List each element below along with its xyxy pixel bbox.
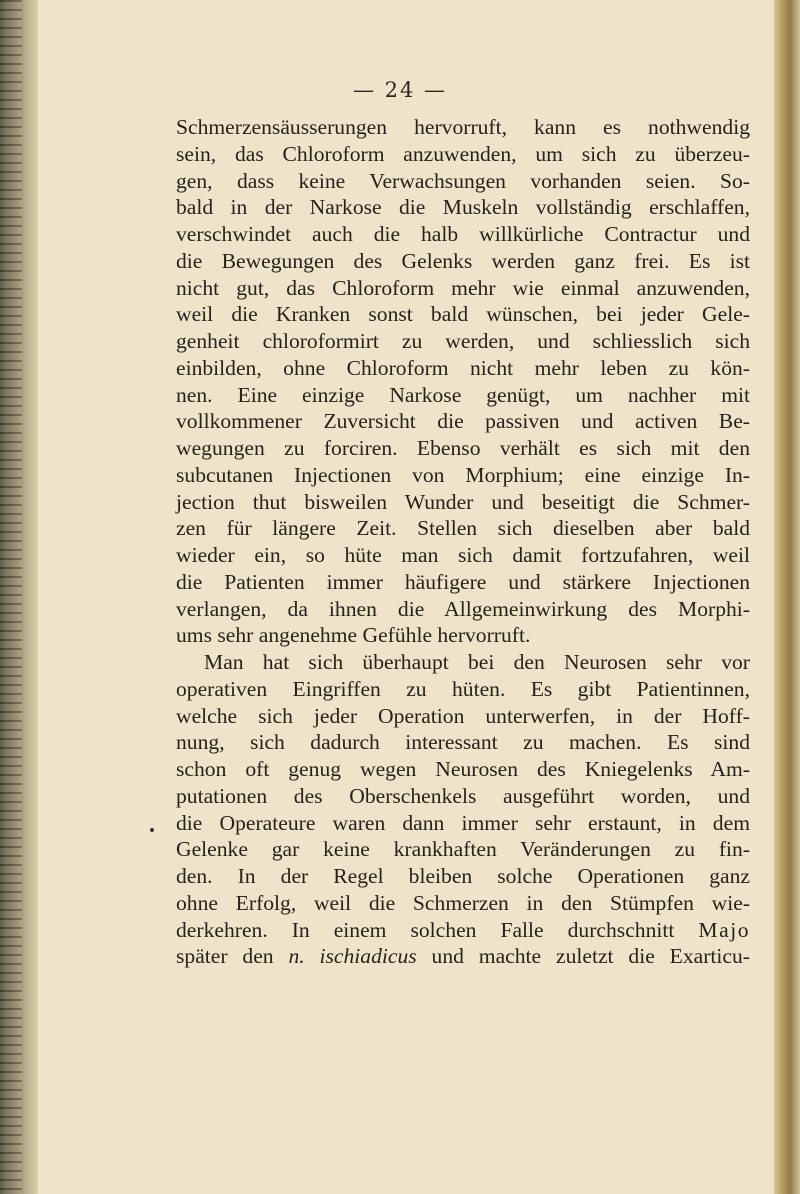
text-segment: und machte zuletzt die Exarticu- (416, 944, 750, 969)
paragraph-end-line: ums sehr angenehme Gefühle hervorruft. (176, 623, 531, 648)
text-line: wegungen zu forciren. Ebenso verhält es sich mit den (176, 436, 750, 460)
text-line: putationen des Oberschenkels ausgeführt worden, und (176, 783, 750, 808)
text-line: nung, sich dadurch interessant zu machen. Es sind (176, 730, 750, 755)
page-number: — 24 — (352, 78, 448, 102)
text-line: schon oft genug wegen Neurosen des Kniegelenks Am- (176, 757, 750, 781)
italic-term: n. ischiadicus (288, 944, 417, 969)
text-line: die Operateure waren dann immer sehr erstaunt, in dem (176, 810, 750, 835)
text-line: nen. Eine einzige Narkose genügt, um nachher mit (176, 382, 750, 407)
text-line: wieder ein, so hüte man sich damit fortzufahren, weil (176, 543, 750, 567)
text-line: gen, dass keine Verwachsungen vorhanden seien. So- (176, 168, 750, 193)
text-line: die Patienten immer häufigere und stärkere Injectionen (176, 569, 750, 594)
text-line: die Bewegungen des Gelenks werden ganz frei. Es ist (176, 248, 750, 273)
ink-speck (150, 828, 154, 832)
text-line: verschwindet auch die halb willkürliche Contractur und (176, 222, 750, 246)
page-edge (774, 0, 800, 1194)
text-line: vollkommener Zuversicht die passiven und activen Be- (176, 409, 750, 434)
text-line-with-italic (176, 943, 750, 970)
text-line: operativen Eingriffen zu hüten. Es gibt Patientinnen, (176, 676, 750, 701)
text-line: sein, das Chloroform anzuwenden, um sich zu überzeu- (176, 141, 750, 166)
paragraph-start-line: Man hat sich überhaupt bei den Neurosen sehr vor (204, 650, 750, 674)
text-line: subcutanen Injectionen von Morphium; eine einzige In- (176, 462, 750, 487)
text-segment: später den (176, 944, 289, 969)
text-line: den. In der Regel bleiben solche Operationen ganz (176, 864, 750, 888)
text-line: Gelenke gar keine krankhaften Veränderungen zu fin- (176, 837, 750, 862)
text-line: Schmerzensäusserungen hervorruft, kann es nothwendig (176, 115, 750, 139)
text-segment: derkehren. In einem solchen Falle durchschnitt (176, 917, 675, 942)
text-line: welche sich jeder Operation unterwerfen, in der Hoff- (176, 703, 750, 728)
text-line: nicht gut, das Chloroform mehr wie einmal anzuwenden, (176, 275, 750, 300)
text-line: weil die Kranken sonst bald wünschen, bei jeder Gele- (176, 302, 750, 327)
text-line: jection thut bisweilen Wunder und beseitigt die Schmer- (176, 489, 750, 514)
book-binding-edge (0, 0, 38, 1194)
text-line: bald in der Narkose die Muskeln vollständig erschlaffen, (176, 195, 750, 220)
text-line: zen für längere Zeit. Stellen sich dieselben aber bald (176, 516, 750, 541)
body-text (176, 114, 750, 970)
person-name: Majo (698, 917, 750, 942)
text-line: einbilden, ohne Chloroform nicht mehr leben zu kön- (176, 355, 750, 380)
text-line: genheit chloroformirt zu werden, und schliesslich sich (176, 329, 750, 353)
text-line: verlangen, da ihnen die Allgemeinwirkung des Morphi- (176, 596, 750, 621)
text-line-with-name (176, 917, 750, 944)
text-line: ohne Erfolg, weil die Schmerzen in den Stümpfen wie- (176, 890, 750, 915)
